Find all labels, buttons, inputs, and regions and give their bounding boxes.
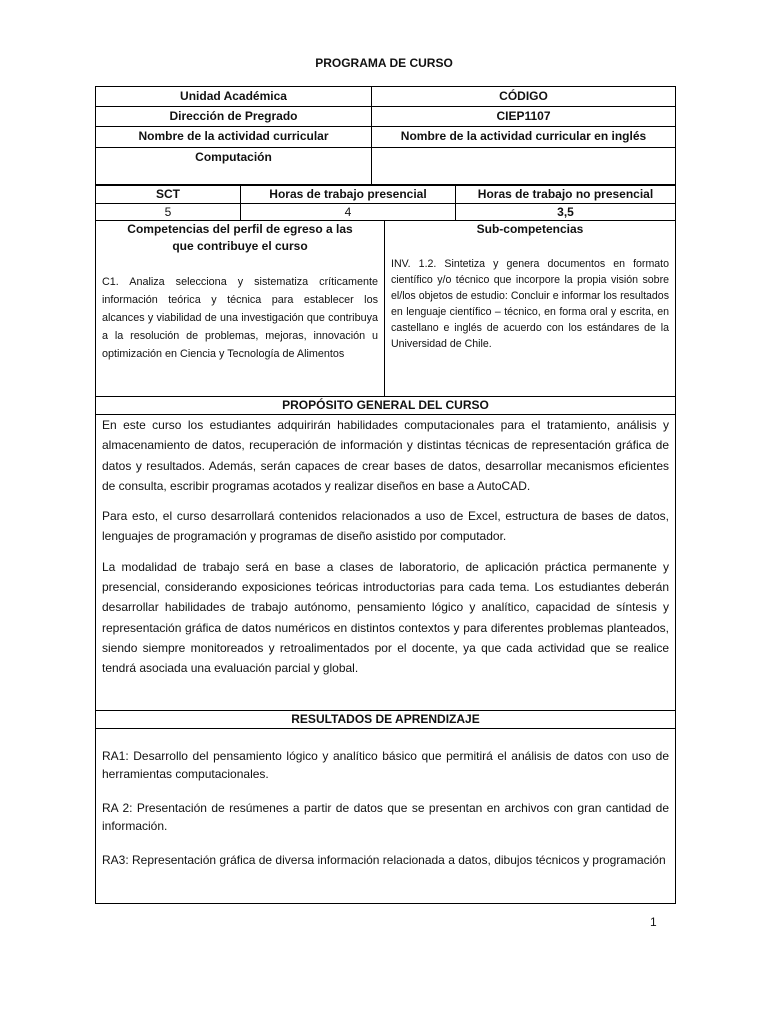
horas-presencial-value: 4 [241, 204, 456, 221]
codigo-label: CÓDIGO [372, 87, 676, 107]
hours-table [95, 185, 676, 221]
document-title: PROGRAMA DE CURSO [315, 56, 453, 70]
purpose-paragraph: Para esto, el curso desarrollará contenidos relacionados a uso de Excel, estructura de bases de datos, lenguajes de programación y programas de diseño asistido por computador. [102, 509, 669, 544]
horas-no-presencial-value: 3,5 [456, 204, 676, 221]
subcompetency-cell [385, 221, 676, 397]
nombre-actividad-ingles-value [372, 148, 676, 185]
learning-outcomes-table [95, 710, 676, 904]
competency-cell [96, 221, 385, 397]
purpose-paragraph: En este curso los estudiantes adquirirán habilidades computacionales para el tratamiento, análisis y almacenamiento de datos, recuperación de información y distintas técnicas de representación gráfica de datos y resultados. Además, serán capaces de crear bases de datos, desarrollar mecanismos eficientes de consulta, escribir programas acotados y realizar diseños en base a AutoCAD. [102, 418, 669, 493]
learning-outcome-item: RA 2: Presentación de resúmenes a partir de datos que se presentan en archivos con gran cantidad de información. [102, 801, 669, 833]
nombre-actividad-label: Nombre de la actividad curricular [96, 127, 372, 148]
purpose-paragraph: La modalidad de trabajo será en base a clases de laboratorio, de aplicación práctica permanente y presencial, considerando exposiciones teóricas introductorias para cada tema. Los estudiantes deberán desarrollar habilidades de trabajo autónomo, pensamiento lógico y analítico, capacidad de síntesis y representación gráfica de datos numéricos en distintos contextos y para diferentes problemas planteados, siendo siempre monitoreados y retroalimentados por el docente, ya que cada actividad que se realice tendrá asociada una evaluación parcial y global. [102, 559, 669, 676]
competencies-header: Competencias del perfil de egreso a las que contribuye el curso [127, 222, 353, 253]
nombre-actividad-ingles-label: Nombre de la actividad curricular en inglés [372, 127, 676, 148]
learning-outcome-item: RA1: Desarrollo del pensamiento lógico y analítico básico que permitirá el análisis de datos con uso de herramientas computacionales. [102, 749, 669, 781]
horas-presencial-label: Horas de trabajo presencial [241, 186, 456, 204]
course-info-table [95, 86, 676, 185]
unidad-academica-value: Dirección de Pregrado [96, 107, 372, 127]
sct-label: SCT [96, 186, 241, 204]
learning-outcome-item: RA3: Representación gráfica de diversa información relacionada a datos, dibujos técnicos y programación [102, 853, 666, 867]
learning-outcomes-header: RESULTADOS DE APRENDIZAJE [96, 711, 676, 729]
competencies-table [95, 220, 676, 397]
unidad-academica-label: Unidad Académica [96, 87, 372, 107]
purpose-table [95, 396, 676, 711]
horas-no-presencial-label: Horas de trabajo no presencial [456, 186, 676, 204]
purpose-body [96, 415, 676, 711]
subcompetency-text: INV. 1.2. Sintetiza y genera documentos en formato científico y/o técnico que incorpore la propia visión sobre el/los objetos de estudio: Concluir e informar los resultados en lenguaje científico – técnico, en forma oral y escrita, en castellano e inglés de acuerdo con los estándares de la Universidad de Chile. [391, 258, 669, 350]
sct-value: 5 [96, 204, 241, 221]
subcompetencies-header: Sub-competencias [476, 222, 584, 236]
competency-text: C1. Analiza selecciona y sistematiza críticamente información teórica y técnica para establecer los alcances y viabilidad de una investigación que contribuya a la resolución de problemas, mejoras, innovación u optimización en Ciencia y Tecnología de Alimentos [102, 276, 378, 360]
nombre-actividad-value: Computación [96, 148, 372, 185]
page-number: 1 [650, 915, 657, 929]
codigo-value: CIEP1107 [372, 107, 676, 127]
purpose-header: PROPÓSITO GENERAL DEL CURSO [96, 397, 676, 415]
learning-outcomes-body [96, 729, 676, 904]
